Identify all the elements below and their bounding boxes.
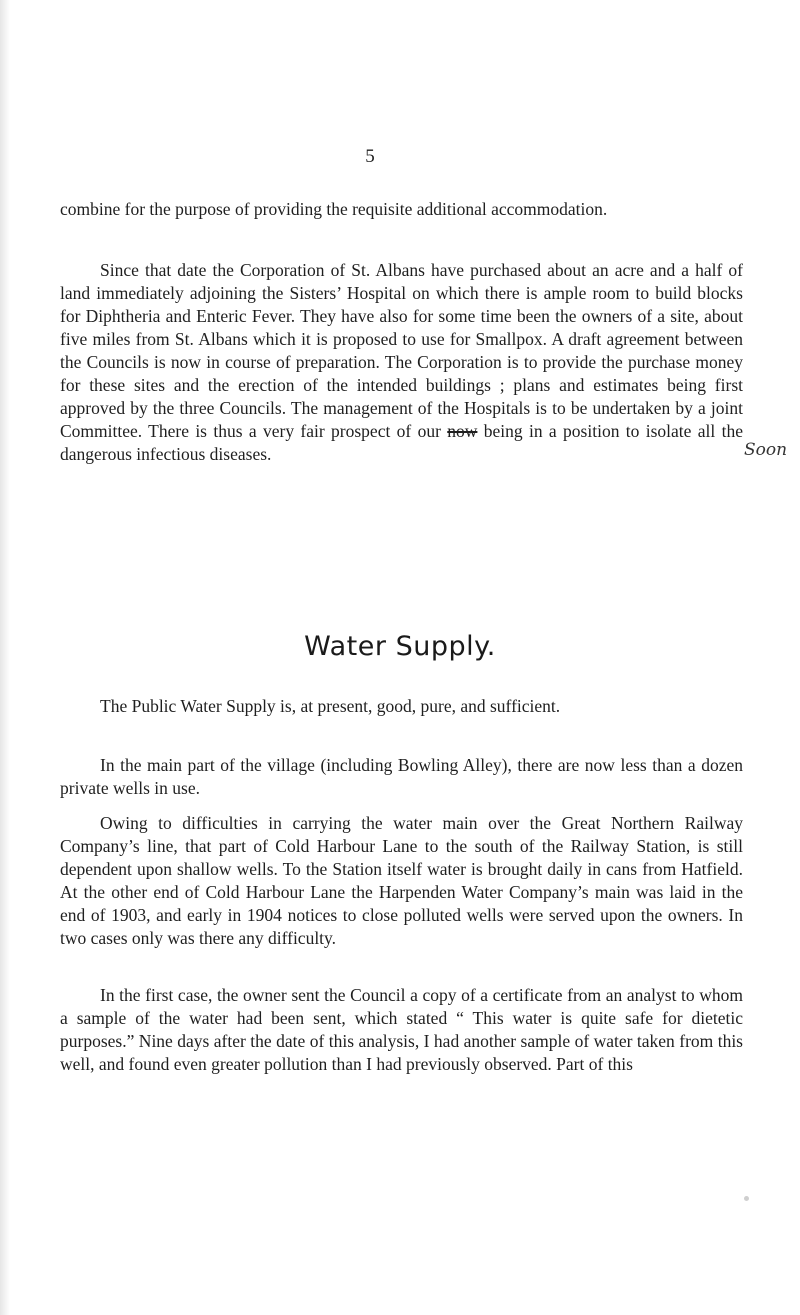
paragraph-private-wells: In the main part of the village (including Bowling Alley), there are now less than a dozen private wells in use.	[60, 755, 743, 798]
paragraph-continuation: combine for the purpose of providing the requisite additional accommodation.	[60, 199, 608, 219]
paragraph-hospitals-text: Since that date the Corporation of St. Albans have purchased about an acre and a half of land immediately adjoining the Sisters’ Hospital on which there is ample room to build blocks for Diphtheria and Enteric Fever. They have also for some time been the owners of a site, about five miles from St. Albans which it is proposed to use for Smallpox. A draft agreement between the Councils is now in course of preparation. The Corporation is to provide the purchase money for these sites and the erection of the intended buildings ; plans and estimates being first approved by the three Councils. The management of the Hospitals is to be undertaken by a joint Committee. There is thus a very fair prospect of our	[60, 260, 743, 441]
paragraph-cold-harbour: Owing to difficulties in carrying the water main over the Great Northern Railway Company’s line, that part of Cold Harbour Lane to the south of the Railway Station, is still dependent upon shallow wells. To the Station itself water is brought daily in cans from Hatfield. At the other end of Cold Harbour Lane the Harpenden Water Company’s main was laid in the end of 1903, and early in 1904 notices to close polluted wells were served upon the owners. In two cases only was there any difficulty.	[60, 813, 743, 948]
handwritten-margin-note: Soon	[744, 440, 788, 460]
paragraph-first-case: In the first case, the owner sent the Council a copy of a certificate from an analyst to whom a sample of the water had been sent, which stated “ This water is quite safe for dietetic purposes.” Nine days after the date of this analysis, I had another sample of water taken from this well, and found even greater pollution than I had previously observed. Part of this	[60, 985, 743, 1074]
paragraph-hospitals-end: being in a position to isolate all the dangerous infectious diseases.	[60, 421, 743, 464]
paper-spot	[744, 1196, 749, 1201]
section-heading: Water Supply.	[304, 631, 496, 662]
paragraph-public-supply: The Public Water Supply is, at present, good, pure, and sufficient.	[100, 696, 561, 716]
struck-word: now	[447, 421, 478, 441]
paragraph-hospitals	[60, 259, 743, 466]
page-number: 5	[365, 146, 375, 167]
